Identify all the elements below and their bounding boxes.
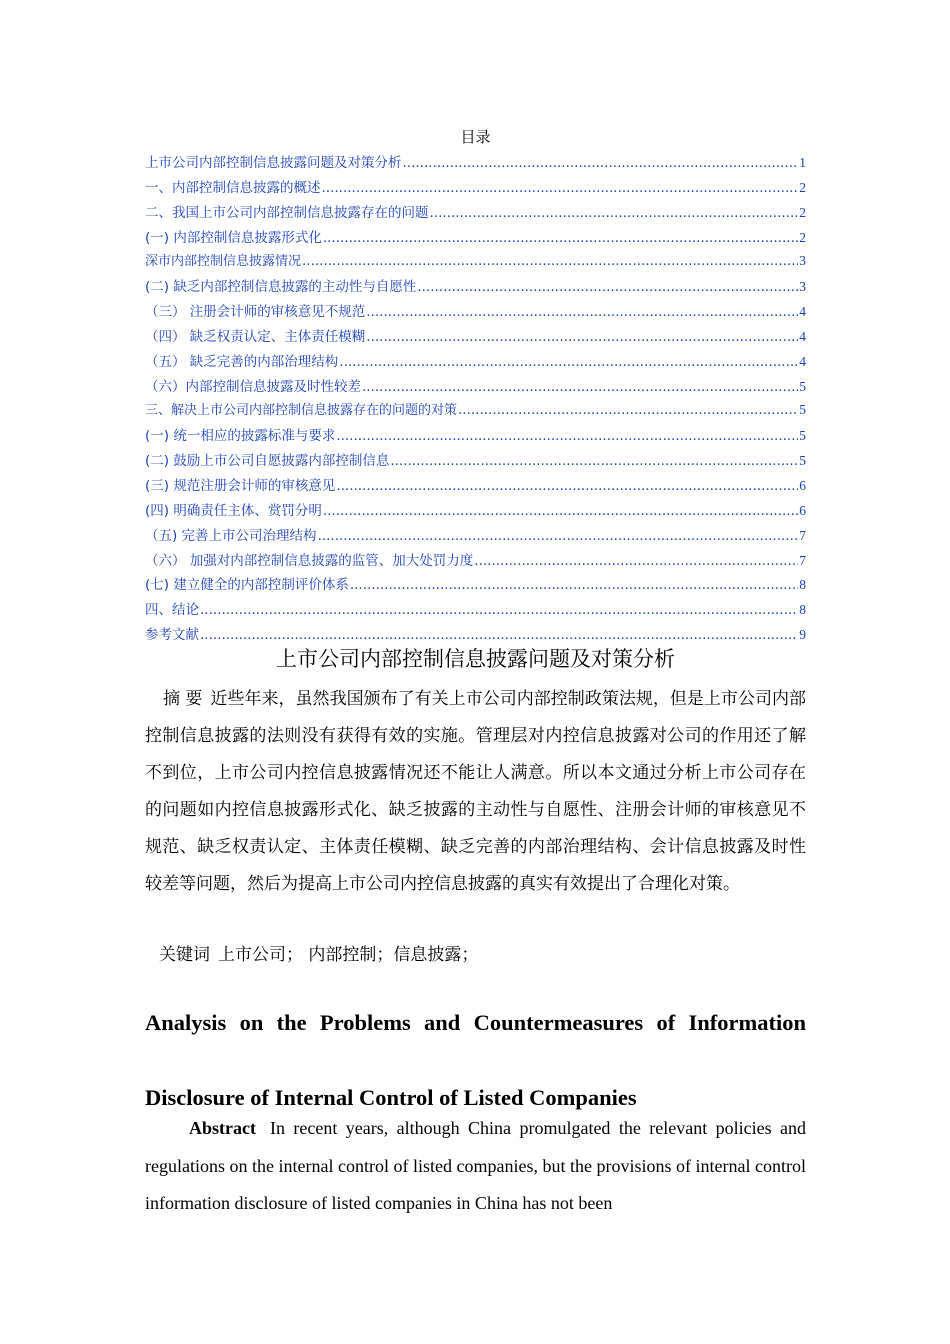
toc-entry[interactable]: [145, 499, 806, 524]
toc-page-number: 7: [799, 552, 806, 568]
toc-entry[interactable]: [145, 598, 806, 623]
article-title-chinese: 上市公司内部控制信息披露问题及对策分析: [276, 647, 675, 671]
toc-entry[interactable]: [145, 399, 806, 424]
toc-entry-label: (三) 规范注册会计师的审核意见: [145, 477, 336, 494]
toc-entry[interactable]: [145, 201, 806, 226]
abstract-english-label: Abstract: [189, 1118, 256, 1138]
toc-entry-label: （四） 缺乏权责认定、主体责任模糊: [145, 328, 366, 345]
toc-entry[interactable]: [145, 151, 806, 176]
toc-dot-leader: [200, 627, 798, 643]
toc-dot-leader: [430, 205, 799, 221]
toc-entry[interactable]: [145, 325, 806, 350]
toc-page-number: 5: [799, 402, 806, 418]
toc-page-number: 6: [799, 477, 806, 493]
toc-entry[interactable]: [145, 375, 806, 400]
toc-entry-label: 一、内部控制信息披露的概述: [145, 179, 321, 196]
table-of-contents: [145, 151, 806, 648]
toc-entry[interactable]: [145, 250, 806, 275]
toc-entry-label: 深市内部控制信息披露情况: [145, 254, 302, 270]
toc-entry-label: 四、结论: [145, 602, 199, 619]
toc-entry-label: 二、我国上市公司内部控制信息披露存在的问题: [145, 204, 429, 221]
toc-entry[interactable]: [145, 300, 806, 325]
toc-page-number: 5: [799, 453, 806, 469]
toc-dot-leader: [336, 428, 798, 444]
toc-entry[interactable]: [145, 275, 806, 300]
keywords-label: 关键词: [159, 945, 210, 965]
toc-page-number: 5: [799, 378, 806, 394]
toc-entry-label: (一) 内部控制信息披露形式化: [145, 229, 322, 246]
toc-page-number: 4: [799, 304, 806, 320]
toc-page-number: 3: [799, 279, 806, 295]
toc-dot-leader: [362, 379, 798, 395]
toc-page-number: 8: [799, 577, 806, 593]
toc-entry[interactable]: [145, 176, 806, 201]
toc-entry-label: 参考文献: [145, 627, 199, 644]
toc-dot-leader: [322, 180, 799, 196]
toc-dot-leader: [200, 602, 798, 618]
toc-entry-label: 三、解决上市公司内部控制信息披露存在的问题的对策: [145, 403, 458, 419]
toc-page-number: 4: [799, 353, 806, 369]
toc-entry[interactable]: [145, 226, 806, 251]
toc-entry[interactable]: [145, 449, 806, 474]
toc-entry-label: （五） 缺乏完善的内部治理结构: [145, 353, 339, 370]
toc-page-number: 6: [799, 502, 806, 518]
abstract-english: [145, 1110, 806, 1223]
toc-page-number: 7: [799, 527, 806, 543]
toc-page-number: 5: [799, 428, 806, 444]
toc-dot-leader: [323, 230, 798, 246]
toc-page-number: 2: [799, 179, 806, 195]
toc-page-number: 2: [799, 229, 806, 245]
toc-dot-leader: [323, 503, 798, 519]
toc-entry[interactable]: [145, 474, 806, 499]
toc-dot-leader: [417, 279, 798, 295]
toc-entry-label: (四) 明确责任主体、赏罚分明: [145, 502, 322, 519]
abstract-chinese: [145, 681, 806, 903]
keywords: [145, 940, 806, 970]
toc-entry[interactable]: [145, 424, 806, 449]
toc-page-number: 1: [799, 155, 806, 170]
toc-dot-leader: [302, 253, 798, 269]
toc-dot-leader: [474, 553, 798, 569]
toc-dot-leader: [458, 402, 798, 418]
toc-entry-label: （六）内部控制信息披露及时性较差: [145, 378, 361, 395]
toc-dot-leader: [350, 577, 798, 593]
toc-entry-label: (一) 统一相应的披露标准与要求: [145, 428, 336, 445]
toc-page-number: 4: [799, 328, 806, 344]
toc-dot-leader: [390, 453, 798, 469]
keywords-text: 上市公司； 内部控制；信息披露；: [218, 945, 479, 965]
toc-dot-leader: [403, 155, 799, 171]
toc-entry[interactable]: [145, 573, 806, 598]
toc-page-number: 8: [799, 602, 806, 618]
toc-entry[interactable]: [145, 549, 806, 574]
abstract-chinese-text: 近些年来，虽然我国颁布了有关上市公司内部控制政策法规，但是上市公司内部控制信息披露的法则没有获得有效的实施。管理层对内控信息披露对公司的作用还了解不到位，上市公司内控信息披露情况还不能让人满意。所以本文通过分析上市公司存在的问题如内控信息披露形式化、缺乏披露的主动性与自愿性、注册会计师的审核意见不规范、缺乏权责认定、主体责任模糊、缺乏完善的内部治理结构、会计信息披露及时性较差等问题，然后为提高上市公司内控信息披露的真实有效提出了合理化对策。: [145, 689, 806, 894]
toc-dot-leader: [366, 329, 798, 345]
toc-entry-label: （五) 完善上市公司治理结构: [145, 527, 317, 544]
toc-entry[interactable]: [145, 524, 806, 549]
toc-dot-leader: [318, 528, 799, 544]
toc-title: 目录: [460, 128, 491, 146]
toc-dot-leader: [336, 478, 798, 494]
toc-entry-label: (七) 建立健全的内部控制评价体系: [145, 577, 349, 594]
toc-entry-label: （三） 注册会计师的审核意见不规范: [145, 304, 366, 321]
toc-entry-label: （六） 加强对内部控制信息披露的监管、加大处罚力度: [145, 552, 474, 569]
toc-entry-label: 上市公司内部控制信息披露问题及对策分析: [145, 155, 402, 171]
toc-entry[interactable]: [145, 350, 806, 375]
toc-page-number: 2: [799, 204, 806, 220]
toc-entry-label: (二) 鼓励上市公司自愿披露内部控制信息: [145, 453, 390, 470]
article-title-english: Analysis on the Problems and Countermeasures of Information Disclosure of Internal Control of Listed Companies: [145, 1010, 806, 1110]
toc-dot-leader: [366, 304, 798, 320]
toc-page-number: 3: [799, 253, 806, 269]
toc-page-number: 9: [799, 627, 806, 643]
toc-dot-leader: [339, 354, 798, 370]
toc-entry-label: (二) 缺乏内部控制信息披露的主动性与自愿性: [145, 279, 417, 296]
abstract-chinese-label: 摘 要: [163, 689, 203, 709]
abstract-english-text: In recent years, although China promulgated the relevant policies and regulations on the internal control of listed companies, but the provisions of internal control information disclosure of listed companies in China has not been: [145, 1118, 806, 1213]
